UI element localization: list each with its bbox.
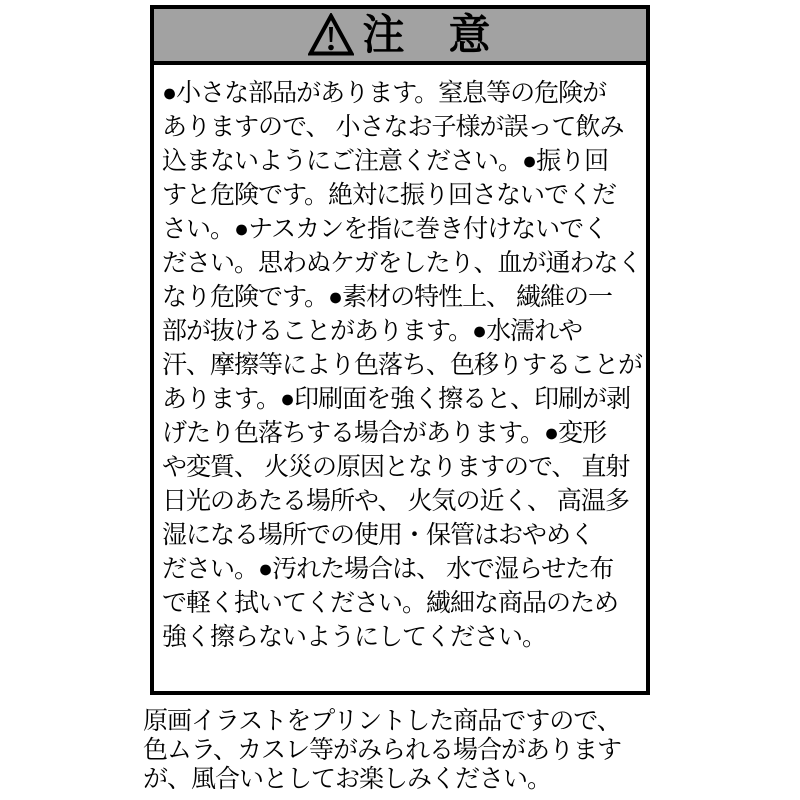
text-line: さい。●ナスカンを指に巻き付けないでく — [162, 215, 608, 243]
text-line: が、風合いとしてお楽しみください。 — [143, 765, 552, 793]
caution-header — [154, 9, 646, 65]
text-line: ださい。●汚れた場合は、 水で湿らせた布 — [162, 555, 614, 583]
text-line: 色ムラ、カスレ等がみられる場合があります — [143, 736, 622, 764]
text-line: や変質、 火災の原因となりますので、 直射 — [162, 453, 630, 481]
caution-body-text — [154, 65, 646, 654]
text-line: 部が抜けることがあります。●水濡れや — [162, 317, 583, 345]
text-line: 込まないようにご注意ください。●振り回 — [162, 147, 609, 175]
text-line: 強く擦らないようにしてください。 — [162, 623, 547, 651]
caution-title: 注 意 — [362, 11, 492, 58]
text-line: なり危険です。●素材の特性上、 繊維の一 — [162, 283, 613, 311]
text-line: ●小さな部品があります。窒息等の危険が — [162, 79, 607, 107]
text-line: 日光のあたる場所や、 火気の近く、 高温多 — [162, 487, 629, 515]
text-line: ださい。思わぬケガをしたり、血が通わなく — [162, 249, 642, 277]
warning-triangle-icon — [308, 13, 354, 57]
text-line: 湿になる場所での使用・保管はおやめく — [162, 521, 595, 549]
text-line: ありますので、 小さなお子様が誤って飲み — [162, 113, 624, 141]
text-line: 汗、摩擦等により色落ち、色移りすることが — [162, 351, 643, 379]
text-line: 原画イラストをプリントした商品ですので、 — [143, 707, 621, 735]
footer-note — [143, 707, 663, 794]
caution-label-box — [150, 5, 650, 695]
text-line: すと危険です。絶対に振り回さないでくだ — [162, 181, 617, 209]
text-line: げたり色落ちする場合があります。●変形 — [162, 419, 607, 447]
text-line: あります。●印刷面を強く擦ると、印刷が剥 — [162, 385, 631, 413]
text-line: で軽く拭いてください。繊細な商品のため — [162, 589, 619, 617]
